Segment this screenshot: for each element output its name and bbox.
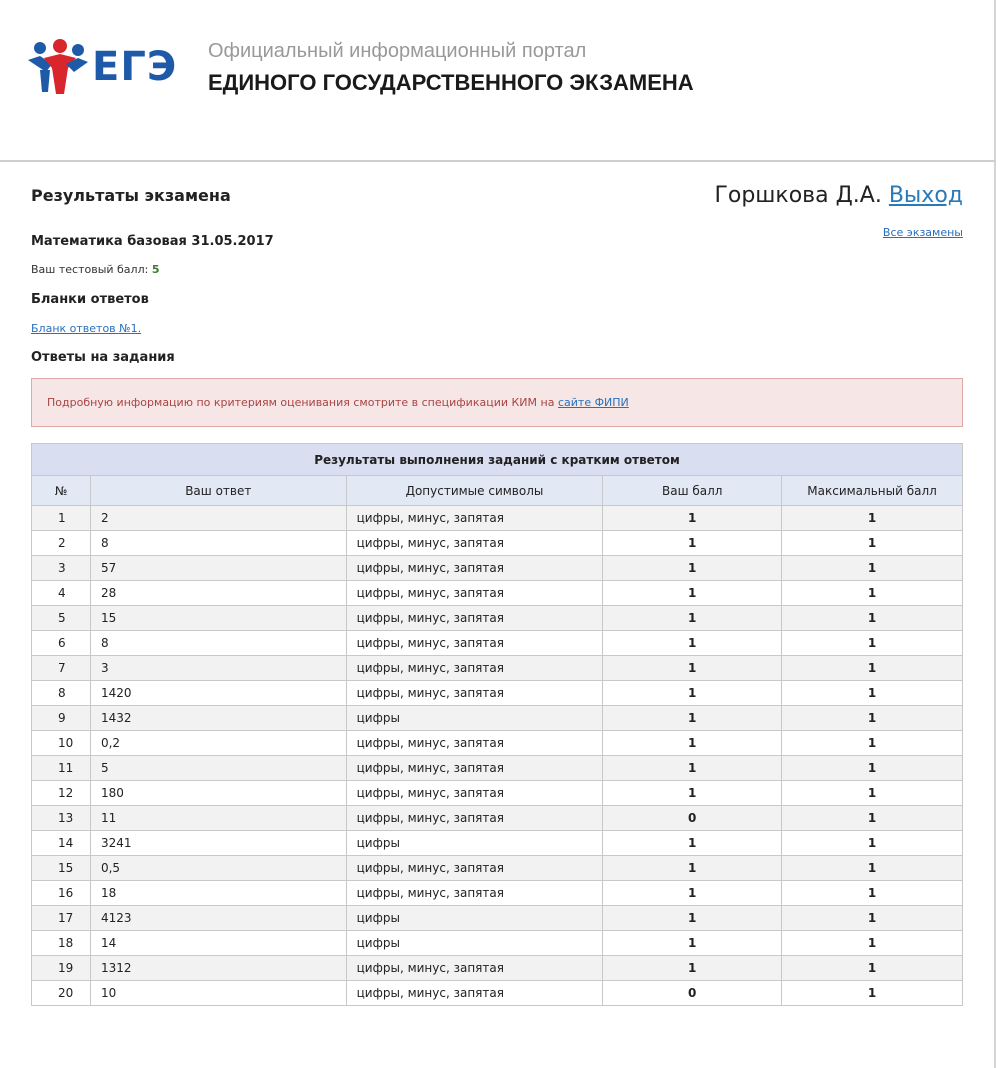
fipi-link[interactable]: сайте ФИПИ (557, 396, 629, 409)
cell-answer: 2 (90, 506, 346, 531)
cell-max-score: 1 (782, 631, 963, 656)
cell-answer: 0,5 (90, 856, 346, 881)
site-header (0, 0, 996, 162)
cell-number: 13 (32, 806, 91, 831)
col-header-answer: Ваш ответ (90, 476, 346, 506)
table-row (32, 931, 963, 956)
table-row (32, 731, 963, 756)
cell-max-score: 1 (782, 981, 963, 1006)
table-row (32, 981, 963, 1006)
user-name: Горшкова Д.А. (714, 183, 882, 208)
cell-number: 5 (32, 606, 91, 631)
portal-title: ЕДИНОГО ГОСУДАРСТВЕННОГО ЭКЗАМЕНА (208, 70, 694, 95)
table-row (32, 806, 963, 831)
table-header-row (32, 476, 963, 506)
cell-score: 1 (603, 906, 782, 931)
table-row (32, 556, 963, 581)
cell-score: 0 (603, 981, 782, 1006)
cell-score: 1 (603, 956, 782, 981)
cell-answer: 15 (90, 606, 346, 631)
cell-answer: 3241 (90, 831, 346, 856)
table-row (32, 856, 963, 881)
cell-score: 1 (603, 606, 782, 631)
cell-allowed-symbols: цифры, минус, запятая (346, 531, 603, 556)
task-answers-heading: Ответы на задания (31, 350, 175, 365)
cell-allowed-symbols: цифры, минус, запятая (346, 956, 603, 981)
cell-answer: 1312 (90, 956, 346, 981)
table-row (32, 706, 963, 731)
answer-sheets-heading: Бланки ответов (31, 292, 149, 307)
cell-allowed-symbols: цифры, минус, запятая (346, 781, 603, 806)
cell-score: 1 (603, 681, 782, 706)
exam-name: Математика базовая 31.05.2017 (31, 234, 274, 249)
cell-answer: 5 (90, 756, 346, 781)
col-header-allowed-symbols: Допустимые символы (346, 476, 603, 506)
user-block (714, 183, 963, 208)
cell-score: 1 (603, 706, 782, 731)
cell-number: 1 (32, 506, 91, 531)
cell-max-score: 1 (782, 831, 963, 856)
cell-max-score: 1 (782, 931, 963, 956)
table-row (32, 831, 963, 856)
page-title: Результаты экзамена (31, 186, 231, 205)
cell-score: 1 (603, 781, 782, 806)
table-body (32, 506, 963, 1006)
cell-allowed-symbols: цифры (346, 706, 603, 731)
cell-number: 17 (32, 906, 91, 931)
col-header-max-score: Максимальный балл (782, 476, 963, 506)
cell-score: 1 (603, 531, 782, 556)
cell-score: 1 (603, 506, 782, 531)
cell-max-score: 1 (782, 906, 963, 931)
cell-answer: 1420 (90, 681, 346, 706)
table-caption: Результаты выполнения заданий с кратким ответом (32, 444, 963, 476)
cell-max-score: 1 (782, 706, 963, 731)
cell-max-score: 1 (782, 556, 963, 581)
table-row (32, 656, 963, 681)
cell-score: 0 (603, 806, 782, 831)
cell-answer: 18 (90, 881, 346, 906)
cell-number: 18 (32, 931, 91, 956)
cell-number: 9 (32, 706, 91, 731)
portal-subtitle: Официальный информационный портал (208, 40, 587, 62)
cell-allowed-symbols: цифры, минус, запятая (346, 856, 603, 881)
cell-answer: 0,2 (90, 731, 346, 756)
table-row (32, 756, 963, 781)
cell-max-score: 1 (782, 581, 963, 606)
cell-score: 1 (603, 831, 782, 856)
table-row (32, 506, 963, 531)
cell-max-score: 1 (782, 956, 963, 981)
table-row (32, 581, 963, 606)
cell-answer: 14 (90, 931, 346, 956)
cell-number: 2 (32, 531, 91, 556)
logo-text: ЕГЭ (92, 44, 178, 90)
cell-number: 4 (32, 581, 91, 606)
test-score-label: Ваш тестовый балл: (31, 263, 149, 276)
answer-sheet-link[interactable]: Бланк ответов №1. (31, 322, 142, 335)
cell-allowed-symbols: цифры, минус, запятая (346, 756, 603, 781)
cell-max-score: 1 (782, 531, 963, 556)
ege-logo[interactable] (26, 38, 178, 96)
cell-number: 15 (32, 856, 91, 881)
cell-number: 6 (32, 631, 91, 656)
cell-answer: 10 (90, 981, 346, 1006)
cell-allowed-symbols: цифры, минус, запятая (346, 681, 603, 706)
cell-number: 3 (32, 556, 91, 581)
criteria-alert (31, 378, 963, 427)
table-row (32, 781, 963, 806)
cell-allowed-symbols: цифры (346, 831, 603, 856)
col-header-score: Ваш балл (603, 476, 782, 506)
table-row (32, 531, 963, 556)
test-score-value: 5 (151, 263, 160, 276)
cell-number: 20 (32, 981, 91, 1006)
cell-number: 10 (32, 731, 91, 756)
cell-max-score: 1 (782, 881, 963, 906)
table-row (32, 606, 963, 631)
table-row (32, 631, 963, 656)
cell-answer: 28 (90, 581, 346, 606)
cell-score: 1 (603, 581, 782, 606)
cell-max-score: 1 (782, 681, 963, 706)
cell-score: 1 (603, 631, 782, 656)
cell-score: 1 (603, 856, 782, 881)
cell-number: 11 (32, 756, 91, 781)
logout-link[interactable]: Выход (888, 183, 963, 208)
cell-score: 1 (603, 556, 782, 581)
cell-allowed-symbols: цифры, минус, запятая (346, 731, 603, 756)
all-exams-link[interactable]: Все экзамены (882, 226, 963, 239)
cell-number: 12 (32, 781, 91, 806)
cell-answer: 11 (90, 806, 346, 831)
cell-score: 1 (603, 656, 782, 681)
col-header-number: № (32, 476, 91, 506)
cell-number: 19 (32, 956, 91, 981)
cell-answer: 4123 (90, 906, 346, 931)
table-row (32, 956, 963, 981)
cell-answer: 8 (90, 531, 346, 556)
cell-score: 1 (603, 931, 782, 956)
cell-max-score: 1 (782, 606, 963, 631)
cell-max-score: 1 (782, 781, 963, 806)
table-row (32, 681, 963, 706)
cell-score: 1 (603, 756, 782, 781)
alert-text: Подробную информацию по критериям оценивания смотрите в спецификации КИМ на (47, 396, 555, 409)
cell-allowed-symbols: цифры, минус, запятая (346, 656, 603, 681)
cell-answer: 8 (90, 631, 346, 656)
cell-answer: 180 (90, 781, 346, 806)
cell-max-score: 1 (782, 856, 963, 881)
table-row (32, 906, 963, 931)
cell-answer: 3 (90, 656, 346, 681)
cell-allowed-symbols: цифры, минус, запятая (346, 606, 603, 631)
cell-max-score: 1 (782, 731, 963, 756)
cell-max-score: 1 (782, 656, 963, 681)
results-table (31, 443, 963, 1006)
cell-allowed-symbols: цифры, минус, запятая (346, 881, 603, 906)
ege-emblem-icon (26, 38, 90, 96)
cell-allowed-symbols: цифры, минус, запятая (346, 806, 603, 831)
cell-allowed-symbols: цифры, минус, запятая (346, 981, 603, 1006)
cell-allowed-symbols: цифры (346, 931, 603, 956)
cell-allowed-symbols: цифры, минус, запятая (346, 581, 603, 606)
cell-max-score: 1 (782, 806, 963, 831)
cell-answer: 1432 (90, 706, 346, 731)
table-row (32, 881, 963, 906)
cell-score: 1 (603, 881, 782, 906)
cell-max-score: 1 (782, 506, 963, 531)
cell-answer: 57 (90, 556, 346, 581)
cell-allowed-symbols: цифры, минус, запятая (346, 506, 603, 531)
cell-max-score: 1 (782, 756, 963, 781)
cell-number: 8 (32, 681, 91, 706)
cell-number: 7 (32, 656, 91, 681)
test-score (31, 263, 159, 276)
cell-number: 14 (32, 831, 91, 856)
cell-allowed-symbols: цифры (346, 906, 603, 931)
cell-number: 16 (32, 881, 91, 906)
cell-score: 1 (603, 731, 782, 756)
cell-allowed-symbols: цифры, минус, запятая (346, 631, 603, 656)
cell-allowed-symbols: цифры, минус, запятая (346, 556, 603, 581)
